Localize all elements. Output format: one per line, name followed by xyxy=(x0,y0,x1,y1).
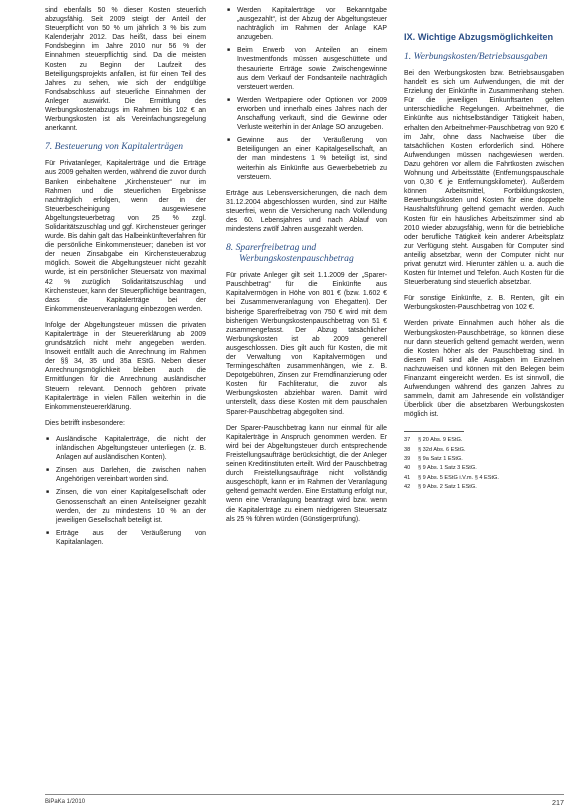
section-heading-9: IX. Wichtige Abzugsmöglichkeiten xyxy=(404,32,554,42)
column-left xyxy=(45,6,206,554)
paragraph: Erträge aus Lebensversicherungen, die nach dem 31.12.2004 abgeschlossen wurden, sind zur Hälfte steuerfrei, wenn die Versicherung nach Vollendung des 60. Lebensjahres und nach Ablauf von mindestens zwölf Jahren ausgezahlt werden. xyxy=(226,189,387,234)
list-item: ■ Ausländische Kapitalerträge, die nicht der inländischen Abgeltungsteuer unterliegen (z. B. Anlagen auf ausländischen Konten). xyxy=(56,435,206,462)
bullet-list xyxy=(45,435,206,547)
list-item: ■ Erträge aus der Veräußerung von Kapitalanlagen. xyxy=(56,529,206,547)
footnote: 42 § 9 Abs. 2 Satz 1 EStG. xyxy=(404,483,477,490)
journal-issue: BiPaKa 1/2010 xyxy=(45,799,86,805)
paragraph: Werden private Einnahmen auch höher als die Werbungskosten-Pauschbeträge, so können diese nur dann steuerlich geltend gemacht werden, wenn die Kosten höher als der Pauschbetrag sind. In diesem Fall sind alle Ausgaben im Einzelnen nachzuweisen und können mit den Belegen beim Finanzamt eingereicht werden. Es ist sinnvoll, die Aufwendungen während des ganzen Jahres zu sammeln, damit am Jahresende ein vollständiger Überblick über die absetzbaren Werbungskosten möglich ist. xyxy=(404,320,564,419)
list-item: ■ Werden Kapitalerträge vor Bekanntgabe „ausgezahlt“, ist der Abzug der Abgeltungsteuer nachträglich im Rahmen der Anlage KAP anzugeben. xyxy=(237,6,387,42)
paragraph: Infolge der Abgeltungsteuer müssen die privaten Kapitalerträge in der Steuererklärung ab 2009 grundsätzlich nicht mehr angegeben werden. Insoweit entfällt auch die Anrechnung im Rahmen der §§ 34, 35 und 35a EStG. Neben dieser Anrechnungsmöglichkeit bleiben auch die Ermittlungen für die Anrechnung ausländischer Steuern relevant. Dennoch gehören private Kapitalerträge in vielen Fällen weiterhin in die Einkommensteuererklärung. xyxy=(45,321,206,411)
footnote: 39 § 9a Satz 1 EStG. xyxy=(404,456,463,463)
footnote: 38 § 32d Abs. 6 EStG. xyxy=(404,446,466,453)
footnotes xyxy=(404,436,564,492)
list-item: ■ Zinsen aus Darlehen, die zwischen nahen Angehörigen vereinbart worden sind. xyxy=(56,466,206,484)
section-heading-8: 8. Sparerfreibetrag und Werbungskostenpauschbetrag xyxy=(226,242,354,265)
column-middle xyxy=(226,6,387,531)
column-right xyxy=(404,6,564,492)
list-item: ■ Werden Wertpapiere oder Optionen vor 2009 erworben und innerhalb eines Jahres nach der Anschaffung verkauft, sind die Gewinne oder Verluste weiterhin in der Anlage SO anzugeben. xyxy=(237,96,387,132)
paragraph: sind ebenfalls 50 % dieser Kosten steuerlich abzugsfähig. Seit 2009 steigt der Anteil der Steuerpflicht von 50 % um jährlich 3 % bis zum Kalenderjahr 2012. Das heißt, dass bei einem Fondsbeginn im Jahre 2010 nur 56 % der Einnahmen steuerpflichtig sind. Da die meisten Kosten zu Beginn der Laufzeit des Beteiligungsprojekts anfallen, ist für einen Teil des Jahres zu sehen, wie sich der endgültige Fondsabschluss auf steuerliche Einnahmen der Anleger auswirkt. Die Ermittlung des Werbungskostenabzugs im Rahmen bis 102 € an Werbungskosten ist als Vereinfachungsregelung anerkannt. xyxy=(45,7,206,133)
paragraph: Für Privatanleger, Kapitalerträge und die Erträge aus 2009 gehalten werden, während die zuvor durch Banken einbehaltene „Kirchensteuer“ nur im Rahmen und die steuerlichen Ergebnisse nachträglich erfolgen, wenn der in der Steuerbescheinigung ausgewiesene Abgeltungsteuerbetrag von 25 % zzgl. Solidaritätszuschlag und ggf. Kirchensteuer geringer wurde. Bis dahin galt das Halbeinkünfteverfahren für die persönliche Einkommensteuer; daneben ist vor der neuen Zinsabgabe ein Kirchensteuerabzug möglich. Soweit die Abgeltungsteuer nicht gezahlt wurde, ist ein persönlicher Steuersatz von maximal 42 % zuzüglich Solidaritätszuschlag und Kirchensteuer, kann der Steuerpflichtige beantragen, dass die Kapitalerträge bei der Einkommensteuerveranlagung einbezogen werden. xyxy=(45,160,206,313)
page-footer xyxy=(45,794,564,807)
page-number: 217 xyxy=(552,798,564,807)
section-heading-7: 7. Besteuerung von Kapitalerträgen xyxy=(45,141,184,153)
paragraph: Für private Anleger gilt seit 1.1.2009 der „Sparer-Pauschbetrag“ für die Einkünfte aus Kapitalvermögen in Höhe von 801 € (bzw. 1.602 € bei Zusammenveranlagung von Ehegatten). Der bisherige Sparerfreibetrag von 750 € wird mit dem bisherigen Werbungskostenpauschbetrag von 51 € zusammengefasst. Der Abzug tatsächlicher Werbungskosten ist ab 2009 generell ausgeschlossen. Dies gilt auch für Kosten, die mit der Verwaltung von Kapitalvermögen und Termingeschäften zusammenhängen, wie z. B. Depotgebühren, Zinsen zur Fremdfinanzierung oder Kosten für Fachliteratur, die zuvor als Werbungskosten abziehbar waren. Damit wird unterstellt, dass diese Kosten mit dem pauschalen Sparer-Pauschbetrag abgegolten sind. xyxy=(226,272,387,416)
footnote: 41 § 9 Abs. 5 EStG i.V.m. § 4 EStG. xyxy=(404,474,499,481)
footnote-divider xyxy=(404,431,464,432)
paragraph: Bei den Werbungskosten bzw. Betriebsausgaben handelt es sich um Aufwendungen, die mit der Erzielung der Einkünfte in Zusammenhang stehen. Für die jeweiligen Einkunftsarten gelten unterschiedliche Regelungen. Arbeitnehmer, die Einkünfte aus nichtselbständiger Tätigkeit haben, erhalten den Arbeitnehmer-Pauschbetrag von 920 € im Jahr, ohne dass Nachweise über die tatsächlichen Kosten erforderlich sind. Höhere Aufwendungen müssen nachgewiesen werden. Dazu gehören vor allem die Fahrtkosten zwischen Wohnung und Arbeitsstätte (Entfernungspauschale von 0,30 € je Entfernungskilometer). Außerdem können Arbeitsmittel, Fortbildungskosten, Bewerbungskosten und Kosten für eine doppelte Haushaltsführung geltend gemacht werden. Auch Kosten für ein häusliches Arbeitszimmer sind ab 2010 wieder abzugsfähig, wenn für die betriebliche oder berufliche Tätigkeit kein anderer Arbeitsplatz zur Verfügung steht. Ausgaben für Computer sind anteilig absetzbar, wenn der Computer nicht nur privat genutzt wird. Hierunter zählen u. a. auch die Kosten für Internet und Telefon. Auch Kosten für die Steuerberatung sind steuerlich absetzbar. xyxy=(404,70,564,287)
list-item: ■ Zinsen, die von einer Kapitalgesellschaft oder Genossenschaft an einen Anteilseigner gezahlt werden, der zu mindestens 10 % an der jeweiligen Gesellschaft beteiligt ist. xyxy=(56,488,206,524)
paragraph: Für sonstige Einkünfte, z. B. Renten, gilt ein Werbungskosten-Pauschbetrag von 102 €. xyxy=(404,295,564,312)
paragraph: Der Sparer-Pauschbetrag kann nur einmal für alle Kapitalerträge in Anspruch genommen werden. Er wird bei der Abgeltungsteuer durch entsprechende Freistellungsaufträge berücksichtigt, die der Anleger seinen Kreditinstituten erteilt. Wird der Pauschbetrag durch Freistellungsaufträge nicht vollständig ausgeschöpft, kann er im Rahmen der Veranlagung geltend gemacht werden. Eine Erstattung erfolgt nur, wenn eine Veranlagung beantragt wird bzw. wenn die Kapitalerträge zu einem niedrigeren Steuersatz als 25 % führen würden (Günstigerprüfung). xyxy=(226,424,387,523)
subsection-heading-9-1: 1. Werbungskosten/Betriebsausgaben xyxy=(404,51,548,62)
list-item: ■ Gewinne aus der Veräußerung von Beteiligungen an einer Kapitalgesellschaft, an der man mindestens 1 % beteiligt ist, sind weiterhin als Einkünfte aus Gewerbebetrieb zu versteuern. xyxy=(237,136,387,181)
footnote: 37 § 20 Abs. 9 EStG. xyxy=(404,437,463,444)
list-item: ■ Beim Erwerb von Anteilen an einem Investmentfonds müssen ausgeschüttete und thesaurierte Erträge sowie Zwischengewinne aus dem Verkauf der Fondsanteile nachträglich versteuert werden. xyxy=(237,46,387,91)
bullet-list xyxy=(226,6,387,182)
paragraph: Dies betrifft insbesondere: xyxy=(45,419,125,427)
footnote: 40 § 9 Abs. 1 Satz 3 EStG. xyxy=(404,465,477,472)
